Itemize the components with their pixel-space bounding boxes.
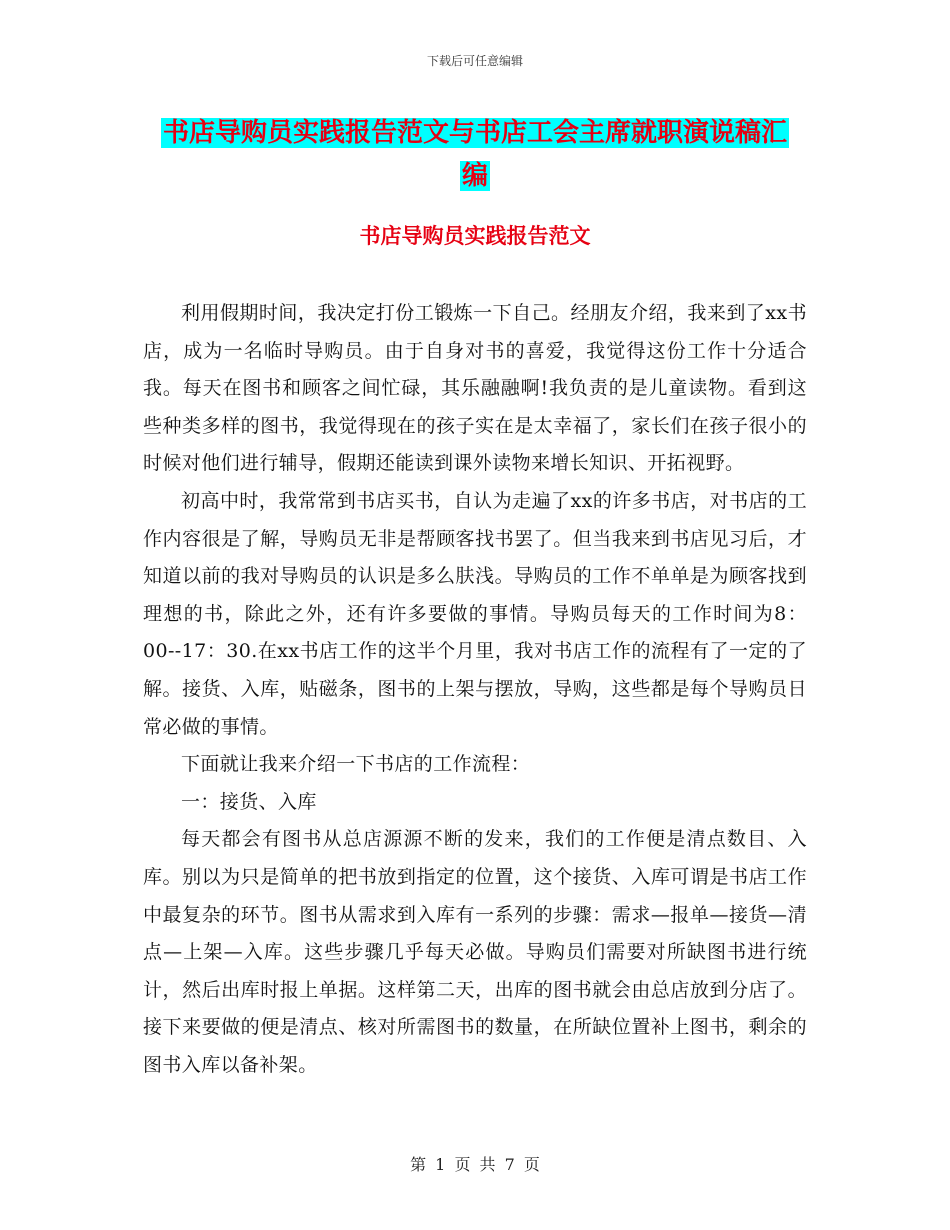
page-header-note: 下载后可任意编辑 <box>426 54 523 68</box>
document-title-text: 书店导购员实践报告范文与书店工会主席就职演说稿汇编 <box>162 118 787 191</box>
section-title: 书店导购员实践报告范文 <box>359 224 591 248</box>
subheading-paragraph: 一：接货、入库 <box>181 790 317 813</box>
page-number-footer: 第 1 页 共 7 页 <box>410 1155 540 1174</box>
document-body <box>143 295 807 1084</box>
paragraph: 每天都会有图书从总店源源不断的发来，我们的工作便是清点数目、入库。别以为只是简单的把书放到指定的位置，这个接货、入库可谓是书店工作中最复杂的环节。图书从需求到入库有一系列的步骤：需求—报单—接货—清点—上架—入库。这些步骤几乎每天必做。导购员们需要对所缺图书进行统计，然后出库时报上单据。这样第二天，出库的图书就会由总店放到分店了。接下来要做的便是清点、核对所需图书的数量，在所缺位置补上图书，剩余的图书入库以备补架。 <box>143 828 807 1076</box>
paragraph: 利用假期时间，我决定打份工锻炼一下自己。经朋友介绍，我来到了xx书店，成为一名临时导购员。由于自身对书的喜爱，我觉得这份工作十分适合我。每天在图书和顾客之间忙碌，其乐融融啊!我负责的是儿童读物。看到这些种类多样的图书，我觉得现在的孩子实在是太幸福了，家长们在孩子很小的时候对他们进行辅导，假期还能读到课外读物来增长知识、开拓视野。 <box>143 302 807 475</box>
paragraph: 下面就让我来介绍一下书店的工作流程： <box>181 753 531 776</box>
paragraph: 初高中时，我常常到书店买书，自认为走遍了xx的许多书店，对书店的工作内容很是了解，导购员无非是帮顾客找书罢了。但当我来到书店见习后，才知道以前的我对导购员的认识是多么肤浅。导购员的工作不单单是为顾客找到理想的书，除此之外，还有许多要做的事情。导购员每天的工作时间为8：00--17：30.在xx书店工作的这半个月里，我对书店工作的流程有了一定的了解。接货、入库，贴磁条，图书的上架与摆放，导购，这些都是每个导购员日常必做的事情。 <box>143 489 807 738</box>
document-title <box>150 112 800 198</box>
